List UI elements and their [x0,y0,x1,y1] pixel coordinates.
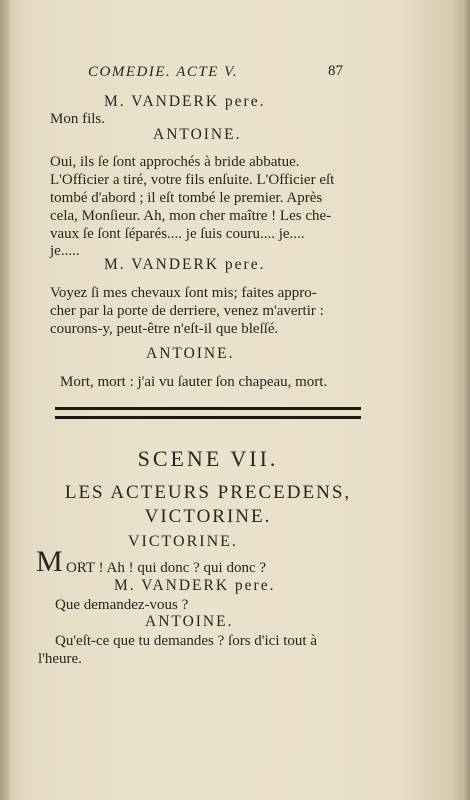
antoine-line-final-1: Qu'eſt-ce que tu demandes ? ſors d'ici tout à [55,633,317,649]
scene-subtitle-1: LES ACTEURS PRECEDENS, [64,482,352,503]
speaker-vanderk-1: M. VANDERK pere. [104,93,266,110]
drop-cap: M [36,545,63,578]
scene-subtitle-2: VICTORINE. [144,506,272,527]
antoine-line-1: Oui, ils ſe ſont approchés à bride abbatue. [50,154,300,170]
speaker-antoine-2: ANTOINE. [146,345,235,362]
line-mon-fils: Mon fils. [50,111,106,127]
page-number: 87 [328,63,343,79]
scene-title: SCENE VII. [137,446,279,471]
antoine-line-final-2: l'heure. [38,651,82,667]
antoine-line-mort: Mort, mort : j'ai vu ſauter ſon chapeau, mort. [60,374,328,390]
victorine-line-1: ORT ! Ah ! qui donc ? qui donc ? [66,560,267,576]
antoine-line-3: tombé d'abord ; il eſt tombé le premier. Après [50,190,323,206]
antoine-line-5: vaux ſe ſont ſéparés.... je ſuis couru.... je.... [50,226,305,242]
vanderk-line-2: cher par la porte de derriere, venez m'avertir : [50,303,324,319]
running-head: COMEDIE. ACTE V. [88,64,239,80]
vanderk-line-4: Que demandez-vous ? [55,597,189,613]
vanderk-line-3: courons-y, peut-être n'eſt-il que bleſſé. [50,321,279,337]
double-rule-bottom [55,416,361,419]
vanderk-line-1: Voyez ſi mes chevaux ſont mis; faites appro- [50,285,317,301]
speaker-vanderk-3: M. VANDERK pere. [114,577,276,594]
speaker-vanderk-2: M. VANDERK pere. [104,256,266,273]
double-rule-top [55,407,361,410]
antoine-line-6: je..... [50,243,80,259]
speaker-antoine-1: ANTOINE. [153,126,242,143]
page-edge-shadow [462,0,470,800]
speaker-antoine-3: ANTOINE. [145,613,234,630]
page-gutter-shadow [0,0,10,800]
antoine-line-4: cela, Monſieur. Ah, mon cher maître ! Les che- [50,208,332,224]
speaker-victorine: VICTORINE. [128,533,238,550]
antoine-line-2: L'Officier a tiré, votre fils enſuite. L'Officier eſt [50,172,335,188]
